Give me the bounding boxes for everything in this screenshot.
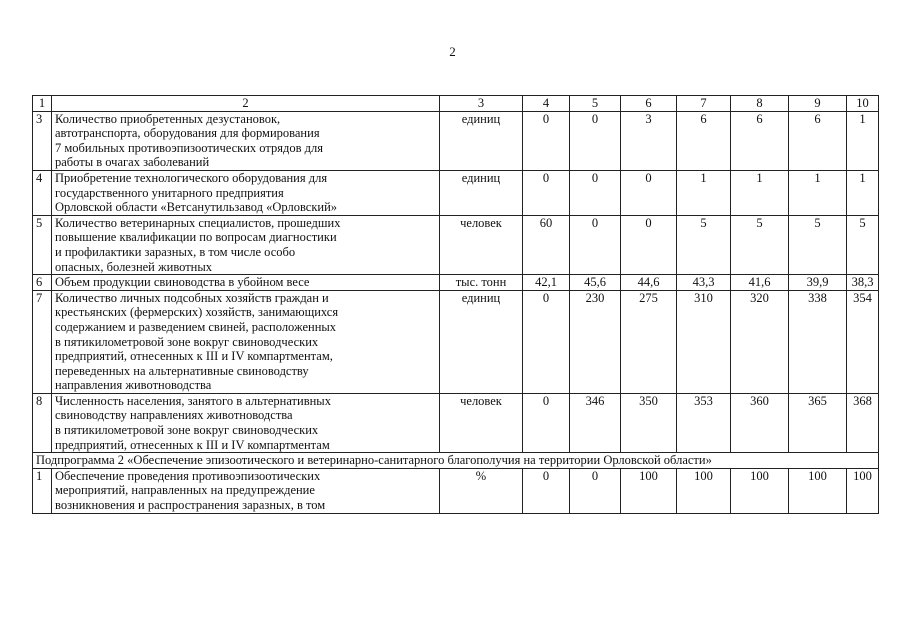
subprogram-row: [33, 453, 879, 469]
value-cell: 0: [621, 215, 677, 274]
indicator-name: [52, 170, 440, 215]
indicator-name-line: автотранспорта, оборудования для формирования: [55, 126, 320, 141]
unit-cell: единиц: [440, 111, 523, 170]
value-cell: 44,6: [621, 275, 677, 291]
value-cell: 6: [789, 111, 847, 170]
indicators-table: [32, 95, 879, 514]
unit-cell: человек: [440, 393, 523, 452]
value-cell: 320: [731, 290, 789, 393]
value-cell: 365: [789, 393, 847, 452]
value-cell: 275: [621, 290, 677, 393]
table-row: [33, 275, 879, 291]
header-cell: 5: [570, 96, 621, 112]
row-number: 5: [33, 215, 52, 274]
value-cell: 0: [523, 468, 570, 513]
value-cell: 353: [677, 393, 731, 452]
row-number: 7: [33, 290, 52, 393]
value-cell: 5: [677, 215, 731, 274]
table-row: [33, 170, 879, 215]
indicator-name-line: Количество ветеринарных специалистов, прошедших: [55, 215, 341, 230]
header-cell: 2: [52, 96, 440, 112]
table-row: [33, 290, 879, 393]
value-cell: 0: [621, 170, 677, 215]
value-cell: 5: [731, 215, 789, 274]
indicator-name-line: Обеспечение проведения противоэпизоотических: [55, 468, 321, 483]
header-cell: 10: [847, 96, 879, 112]
header-cell: 6: [621, 96, 677, 112]
table-row: [33, 215, 879, 274]
value-cell: 338: [789, 290, 847, 393]
indicator-name: [52, 393, 440, 452]
indicator-name-line: Количество приобретенных дезустановок,: [55, 111, 281, 126]
value-cell: 0: [523, 393, 570, 452]
indicator-name-line: Объем продукции свиноводства в убойном весе: [55, 275, 310, 290]
value-cell: 6: [677, 111, 731, 170]
value-cell: 60: [523, 215, 570, 274]
row-number: 4: [33, 170, 52, 215]
value-cell: 346: [570, 393, 621, 452]
indicator-name-line: свиноводству направлениях животноводства: [55, 408, 293, 423]
indicator-name: [52, 290, 440, 393]
value-cell: 41,6: [731, 275, 789, 291]
value-cell: 1: [731, 170, 789, 215]
header-row: [33, 96, 879, 112]
value-cell: 100: [789, 468, 847, 513]
indicator-name-line: государственного унитарного предприятия: [55, 185, 284, 200]
value-cell: 0: [570, 468, 621, 513]
value-cell: 100: [677, 468, 731, 513]
value-cell: 0: [523, 290, 570, 393]
value-cell: 350: [621, 393, 677, 452]
value-cell: 6: [731, 111, 789, 170]
indicator-name-line: Приобретение технологического оборудования для: [55, 170, 328, 185]
indicator-name-line: повышение квалификации по вопросам диагностики: [55, 230, 337, 245]
page-number: 2: [449, 44, 456, 59]
table-row: [33, 111, 879, 170]
table-row: [33, 393, 879, 452]
indicator-name-line: содержанием и разведением свиней, расположенных: [55, 319, 337, 334]
indicator-name: [52, 215, 440, 274]
value-cell: 5: [789, 215, 847, 274]
subprogram-title: Подпрограмма 2 «Обеспечение эпизоотического и ветеринарно-санитарного благополучия на территории Орловской области»: [33, 453, 879, 469]
value-cell: 368: [847, 393, 879, 452]
indicator-name-line: Количество личных подсобных хозяйств граждан и: [55, 290, 329, 305]
value-cell: 0: [570, 170, 621, 215]
value-cell: 0: [523, 111, 570, 170]
value-cell: 354: [847, 290, 879, 393]
indicator-name-line: переведенных на альтернативные свиноводству: [55, 363, 309, 378]
value-cell: 1: [847, 111, 879, 170]
indicator-name-line: в пятикилометровой зоне вокруг свиноводческих: [55, 423, 319, 438]
indicator-name-line: 7 мобильных противоэпизоотических отрядов для: [55, 140, 323, 155]
value-cell: 0: [570, 111, 621, 170]
value-cell: 310: [677, 290, 731, 393]
indicator-name-line: крестьянских (фермерских) хозяйств, занимающихся: [55, 305, 339, 320]
indicator-name-line: Численность населения, занятого в альтернативных: [55, 393, 331, 408]
indicator-name-line: направления животноводства: [55, 378, 212, 393]
indicator-name-line: и профилактики заразных, в том числе особо: [55, 244, 296, 259]
header-cell: 9: [789, 96, 847, 112]
subprogram-table-row: [33, 468, 879, 513]
header-cell: 1: [33, 96, 52, 112]
value-cell: 1: [847, 170, 879, 215]
indicator-name-line: мероприятий, направленных на предупреждение: [55, 483, 315, 498]
indicator-name-line: работы в очагах заболеваний: [55, 155, 210, 170]
header-cell: 8: [731, 96, 789, 112]
header-cell: 7: [677, 96, 731, 112]
indicator-name-line: предприятий, отнесенных к III и IV компартментам,: [55, 349, 333, 364]
indicator-name-line: в пятикилометровой зоне вокруг свиноводческих: [55, 334, 319, 349]
unit-cell: единиц: [440, 290, 523, 393]
indicator-name-line: возникновения и распространения заразных, в том: [55, 498, 326, 513]
row-number: 8: [33, 393, 52, 452]
indicator-name: [52, 468, 440, 513]
value-cell: 1: [789, 170, 847, 215]
unit-cell: единиц: [440, 170, 523, 215]
value-cell: 100: [621, 468, 677, 513]
value-cell: 100: [847, 468, 879, 513]
indicator-name-line: Орловской области «Ветсанутильзавод «Орловский»: [55, 200, 338, 215]
row-number: 3: [33, 111, 52, 170]
indicator-name: [52, 275, 440, 291]
value-cell: 38,3: [847, 275, 879, 291]
value-cell: 42,1: [523, 275, 570, 291]
value-cell: 45,6: [570, 275, 621, 291]
value-cell: 1: [677, 170, 731, 215]
indicator-name-line: предприятий, отнесенных к III и IV компартментам: [55, 437, 330, 452]
value-cell: 5: [847, 215, 879, 274]
indicator-name-line: опасных, болезней животных: [55, 259, 213, 274]
header-cell: 4: [523, 96, 570, 112]
value-cell: 360: [731, 393, 789, 452]
row-number: 1: [33, 468, 52, 513]
value-cell: 39,9: [789, 275, 847, 291]
indicator-name: [52, 111, 440, 170]
header-cell: 3: [440, 96, 523, 112]
value-cell: 230: [570, 290, 621, 393]
value-cell: 0: [570, 215, 621, 274]
unit-cell: тыс. тонн: [440, 275, 523, 291]
value-cell: 3: [621, 111, 677, 170]
row-number: 6: [33, 275, 52, 291]
value-cell: 0: [523, 170, 570, 215]
value-cell: 43,3: [677, 275, 731, 291]
unit-cell: %: [440, 468, 523, 513]
unit-cell: человек: [440, 215, 523, 274]
value-cell: 100: [731, 468, 789, 513]
